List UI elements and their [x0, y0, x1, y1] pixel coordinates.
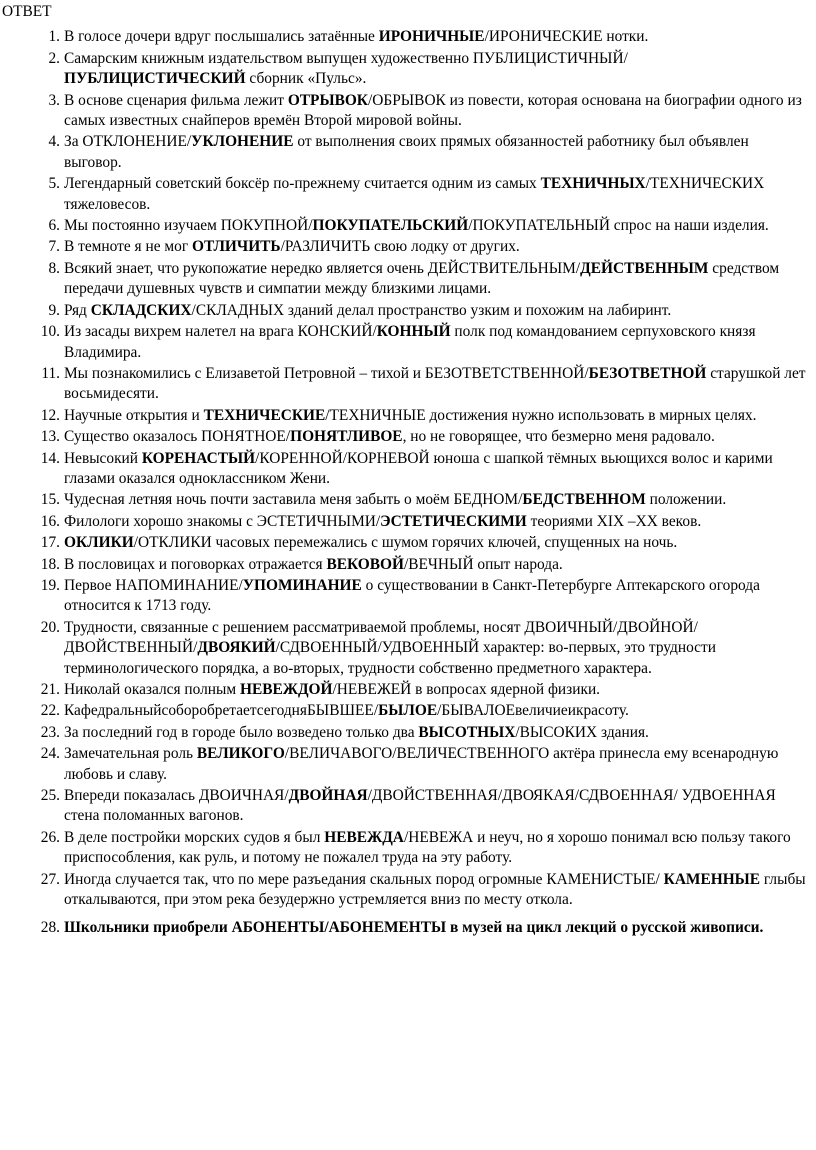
answer-item: [2, 364, 810, 405]
sentence-fragment: полк под командованием серпуховского князя Владимира.: [64, 323, 756, 361]
sentence-fragment: Трудности, связанные с решением рассматриваемой проблемы, носят ДВОИЧНЫЙ/ДВОЙНОЙ/ДВОЙСТВЕННЫЙ/: [64, 618, 698, 657]
correct-answer: ДВОЙНАЯ: [288, 787, 368, 805]
sentence-fragment: /РАЗЛИЧИТЬ свою лодку от других.: [280, 238, 520, 256]
item-text: [64, 533, 810, 553]
item-text: [64, 237, 810, 257]
sentence-fragment: Самарским книжным издательством выпущен художественно ПУБЛИЦИСТИЧНЫЙ/: [64, 49, 628, 67]
item-text: [64, 490, 810, 510]
answer-item: [2, 744, 810, 785]
item-text: [64, 512, 810, 532]
answer-item: [2, 27, 810, 47]
item-text: [64, 701, 810, 721]
sentence-fragment: Легендарный советский боксёр по-прежнему считается одним из самых: [64, 175, 541, 193]
answer-item: [2, 512, 810, 532]
item-text: [64, 828, 810, 869]
item-text: [64, 618, 810, 679]
sentence-fragment: Научные открытия и: [64, 406, 204, 424]
sentence-fragment: /СДВОЕННЫЙ/УДВОЕННЫЙ характер: во-первых, это трудности терминологического порядка, а во-вторых, трудности собственно предметного характера.: [64, 639, 716, 677]
answer-list: [2, 27, 810, 938]
correct-answer: ДВОЯКИЙ: [197, 639, 276, 657]
sentence-fragment: , но не говорящее, что безмерно меня радовало.: [402, 428, 715, 446]
item-text: [64, 364, 810, 405]
correct-answer: КОННЫЙ: [376, 323, 451, 341]
sentence-fragment: от выполнения своих прямых обязанностей работнику был объявлен выговор.: [64, 133, 749, 171]
answer-item: [2, 301, 810, 321]
answer-item: [2, 533, 810, 553]
item-text: [64, 91, 810, 132]
sentence-fragment: За последний год в городе было возведено только два: [64, 723, 419, 741]
item-number: 3.: [48, 91, 60, 109]
sentence-fragment: сборник «Пульс».: [245, 70, 367, 88]
heading: ОТВЕТ: [2, 3, 52, 20]
correct-answer: ДЕЙСТВЕННЫМ: [580, 259, 709, 277]
sentence-fragment: Невысокий: [64, 449, 142, 467]
item-number: 12.: [40, 406, 60, 424]
sentence-fragment: КафедральныйсоборобретаетсегодняБЫВШЕЕ/: [64, 702, 379, 720]
item-number: 2.: [48, 49, 60, 67]
correct-answer: ОКЛИКИ: [64, 534, 134, 552]
item-text: [64, 27, 810, 47]
item-number: 13.: [40, 428, 60, 446]
sentence-fragment: В голосе дочери вдруг послышались затаённые: [64, 28, 379, 46]
item-text: [64, 723, 810, 743]
correct-answer: ТЕХНИЧНЫХ: [540, 175, 646, 193]
sentence-fragment: Мы познакомились с Елизаветой Петровной – тихой и БЕЗОТВЕТСТВЕННОЙ/: [64, 364, 589, 382]
sentence-fragment: В пословицах и поговорках отражается: [64, 555, 327, 573]
sentence-fragment: /ТЕХНИЧНЫЕ достижения нужно использовать в мирных целях.: [325, 406, 757, 424]
item-text: [64, 322, 810, 363]
sentence-fragment: /ВЕЛИЧАВОГО/ВЕЛИЧЕСТВЕННОГО актёра принесла ему всенародную любовь и славу.: [64, 745, 779, 783]
correct-answer: УКЛОНЕНИЕ: [191, 133, 294, 151]
sentence-fragment: /ТЕХНИЧЕСКИХ тяжеловесов.: [64, 175, 765, 213]
answer-item: [2, 49, 810, 90]
correct-answer: НЕВЕЖДОЙ: [239, 681, 333, 698]
answer-item: [2, 555, 810, 575]
sentence-fragment: теориями XIX –XX веков.: [526, 512, 702, 530]
correct-answer: НЕВЕЖДА: [324, 828, 404, 846]
sentence-fragment: средством передачи душевных чувств и симпатии между близкими лицами.: [64, 259, 780, 298]
answer-item: [2, 406, 810, 426]
sentence-fragment: /ИРОНИЧЕСКИЕ нотки.: [484, 28, 649, 46]
sentence-fragment: /ВЫСОКИХ здания.: [515, 723, 649, 741]
item-number: 23.: [40, 723, 60, 741]
sentence-fragment: Всякий знает, что рукопожатие нередко является очень ДЕЙСТВИТЕЛЬНЫМ/: [64, 259, 581, 277]
sentence-fragment: Чудесная летняя ночь почти заставила меня забыть о моём БЕДНОМ/: [64, 491, 523, 509]
answer-item: [2, 322, 810, 363]
sentence-fragment: /НЕВЕЖЕЙ в вопросах ядерной физики.: [332, 681, 601, 698]
answer-item: [2, 259, 810, 300]
correct-answer: БЕЗОТВЕТНОЙ: [588, 364, 707, 382]
answer-item: [2, 918, 810, 938]
sentence-fragment: старушкой лет восьмидесяти.: [64, 364, 806, 403]
item-text: [64, 576, 810, 617]
answer-item: [2, 786, 810, 827]
item-number: 22.: [40, 702, 60, 720]
correct-answer: ОТРЫВОК: [287, 91, 368, 109]
item-text: [64, 918, 810, 938]
item-text: [64, 132, 810, 173]
sentence-fragment: /ПОКУПАТЕЛЬНЫЙ спрос на наши изделия.: [468, 217, 769, 235]
correct-answer: ВЕКОВОЙ: [326, 555, 404, 573]
sentence-fragment: о существовании в Санкт-Петербурге Аптекарского огорода относится к 1713 году.: [64, 576, 760, 615]
sentence-fragment: Мы постоянно изучаем ПОКУПНОЙ/: [64, 217, 313, 235]
item-number: 16.: [40, 512, 60, 530]
item-number: 6.: [48, 217, 60, 235]
correct-answer: ЭСТЕТИЧЕСКИМИ: [380, 512, 527, 530]
correct-answer: КАМЕННЫЕ: [663, 870, 761, 888]
item-text: [64, 680, 810, 700]
item-text: [64, 216, 810, 236]
item-text: [64, 301, 810, 321]
item-text: [64, 744, 810, 785]
item-text: [64, 406, 810, 426]
sentence-fragment: /БЫВАЛОЕвеличиеикрасоту.: [437, 702, 629, 720]
correct-answer: ОТЛИЧИТЬ: [191, 238, 281, 256]
item-number: 27.: [40, 870, 60, 888]
correct-answer: БЕДСТВЕННОМ: [522, 491, 646, 509]
sentence-fragment: За ОТКЛОНЕНИЕ/: [64, 133, 192, 151]
item-number: 25.: [40, 787, 60, 805]
sentence-fragment: В темноте я не мог: [64, 238, 192, 256]
item-text: [64, 427, 810, 447]
sentence-fragment: /СКЛАДНЫХ зданий делал пространство узким и похожим на лабиринт.: [191, 301, 672, 319]
item-text: [64, 870, 810, 911]
correct-answer: ПОКУПАТЕЛЬСКИЙ: [312, 217, 469, 235]
answer-item: [2, 618, 810, 679]
sentence-fragment: Филологи хорошо знакомы с ЭСТЕТИЧНЫМИ/: [64, 512, 381, 530]
answer-item: [2, 237, 810, 257]
correct-answer: ИРОНИЧНЫЕ: [378, 28, 485, 46]
answer-item: [2, 132, 810, 173]
sentence-fragment: В основе сценария фильма лежит: [64, 91, 288, 109]
item-number: 5.: [48, 175, 60, 193]
sentence-fragment: /КОРЕННОЙ/КОРНЕВОЙ юноша с шапкой тёмных вьющихся волос и карими глазами оказался одноклассником Жени.: [64, 449, 773, 487]
correct-answer: ТЕХНИЧЕСКИЕ: [203, 406, 326, 424]
item-number: 15.: [40, 491, 60, 509]
item-number: 28.: [40, 919, 60, 937]
answer-item: [2, 174, 810, 215]
sentence-fragment: /ВЕЧНЫЙ опыт народа.: [403, 555, 563, 573]
sentence-fragment: Первое НАПОМИНАНИЕ/: [64, 576, 243, 594]
item-number: 9.: [48, 301, 60, 319]
answer-item: [2, 701, 810, 721]
item-number: 10.: [40, 323, 60, 341]
item-number: 11.: [41, 364, 60, 382]
item-text: [64, 174, 810, 215]
answer-item: [2, 828, 810, 869]
sentence-fragment: Ряд: [64, 301, 91, 319]
sentence-fragment: /НЕВЕЖА и неуч, но я хорошо понимал всю пользу такого приспособления, как руль, и потому не пожалел труда на эту работу.: [64, 828, 791, 867]
answer-item: [2, 870, 810, 911]
item-number: 18.: [40, 555, 60, 573]
answer-item: [2, 680, 810, 700]
answer-item: [2, 91, 810, 132]
correct-answer: БЫЛОЕ: [378, 702, 438, 720]
item-number: 24.: [40, 745, 60, 763]
answer-item: [2, 427, 810, 447]
sentence-fragment: Существо оказалось ПОНЯТНОЕ/: [64, 428, 291, 446]
sentence-fragment: В деле постройки морских судов я был: [64, 828, 325, 846]
sentence-fragment: /ДВОЙСТВЕННАЯ/ДВОЯКАЯ/СДВОЕННАЯ/ УДВОЕННАЯ стена поломанных вагонов.: [64, 787, 776, 825]
item-number: 1.: [48, 28, 60, 46]
sentence-fragment: Из засады вихрем налетел на врага КОНСКИЙ/: [64, 323, 377, 341]
item-text: [64, 786, 810, 827]
sentence-fragment: положении.: [645, 491, 727, 509]
correct-answer: СКЛАДСКИХ: [90, 301, 192, 319]
correct-answer: ПУБЛИЦИСТИЧЕСКИЙ: [64, 70, 246, 88]
item-number: 14.: [40, 449, 60, 467]
sentence-fragment: Впереди показалась ДВОИЧНАЯ/: [64, 787, 289, 805]
sentence-fragment: Замечательная роль: [64, 745, 197, 763]
answer-item: [2, 490, 810, 510]
correct-answer: УПОМИНАНИЕ: [242, 576, 362, 594]
answer-item: [2, 216, 810, 236]
item-text: [64, 555, 810, 575]
item-text: [64, 449, 810, 490]
item-number: 4.: [48, 133, 60, 151]
sentence-fragment: /ОБРЫВОК из повести, которая основана на биографии одного из самых известных снайперов времён Второй мировой войны.: [64, 91, 802, 130]
correct-answer: ПОНЯТЛИВОЕ: [290, 428, 403, 446]
item-text: [64, 259, 810, 300]
item-number: 19.: [40, 576, 60, 594]
item-number: 7.: [48, 238, 60, 256]
item-number: 20.: [40, 618, 60, 636]
correct-answer: КОРЕНАСТЫЙ: [141, 449, 256, 467]
sentence-fragment: /ОТКЛИКИ часовых перемежались с шумом горячих ключей, спущенных на ночь.: [133, 534, 678, 552]
item-number: 17.: [40, 534, 60, 552]
correct-answer: Школьники приобрели АБОНЕНТЫ/АБОНЕМЕНТЫ в музей на цикл лекций о русской живописи.: [64, 919, 764, 937]
answer-item: [2, 723, 810, 743]
correct-answer: ВЕЛИКОГО: [196, 745, 285, 763]
item-number: 8.: [48, 259, 60, 277]
answer-item: [2, 576, 810, 617]
answer-item: [2, 449, 810, 490]
correct-answer: ВЫСОТНЫХ: [418, 723, 516, 741]
item-number: 26.: [40, 828, 60, 846]
item-number: 21.: [40, 681, 60, 698]
item-text: [64, 49, 810, 90]
sentence-fragment: Николай оказался полным: [64, 681, 240, 698]
sentence-fragment: глыбы откалываются, при этом река безудержно устремляется вниз по месту откола.: [64, 870, 806, 909]
sentence-fragment: Иногда случается так, что по мере разъедания скальных пород огромные КАМЕНИСТЫЕ/: [64, 870, 664, 888]
